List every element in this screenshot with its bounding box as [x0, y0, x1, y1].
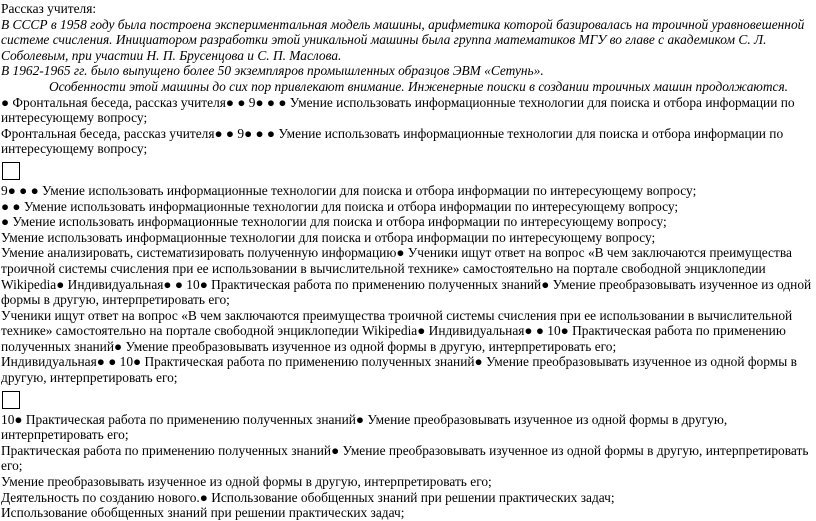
text-line: ● ● Умение использовать информационные технологии для поиска и отбора информации по интересующему вопросу; [1, 198, 679, 214]
text-line: Деятельность по созданию нового.● Использование обобщенных знаний при решении практических задач; [1, 489, 615, 505]
text-line: Использование обобщенных знаний при решении практических задач; [1, 505, 405, 521]
text-line: Умение использовать информационные технологии для поиска и отбора информации по интересующему вопросу; [1, 229, 656, 245]
text-line: Фронтальная беседа, рассказ учителя● ● 9● ● ● Умение использовать информационные технологии для поиска и отбора информации по интересующему вопросу; [1, 125, 784, 157]
text-line: ● Фронтальная беседа, рассказ учителя● ● 9● ● ● Умение использовать информационные технологии для поиска и отбора информации по интересующему вопросу; [1, 94, 795, 126]
text-line: 10● Практическая работа по применению полученных знаний● Умение преобразовывать изученное из одной формы в другую, интерпретировать его; [1, 411, 728, 443]
text-line: Рассказ учителя: [1, 1, 97, 16]
text-line: Ученики ищут ответ на вопрос «В чем заключаются преимущества троичной системы счисления при ее использовании в вычислительной технике» самостоятельно на портале свободной энциклопедии Wikipedia● Индивидуальная● ● 10● Практическая работа по применению полученных знаний● Умение преобразовывать изученное из одной формы в другую, интерпретировать его; [1, 307, 793, 354]
text-line: Умение анализировать, систематизировать полученную информацию● Ученики ищут ответ на вопрос «В чем заключаются преимущества троичной системы счисления при ее использовании в вычислительной технике» самостоятельно на портале свободной энциклопедии Wikipedia● Индивидуальная● ● 10● Практическая работа по применению полученных знаний● Умение преобразовывать изученное из одной формы в другую, интерпретировать его; [1, 245, 812, 308]
text-line: Индивидуальная● ● 10● Практическая работа по применению полученных знаний● Умение преобразовывать изученное из одной формы в другую, интерпретировать его; [1, 354, 797, 386]
italic-paragraph-indented: Особенности этой машины до сих пор привлекают внимание. Инженерные поиски в создании троичных машин продолжаются. [49, 78, 789, 94]
italic-paragraph: В СССР в 1958 году была построена экспериментальная модель машины, арифметика которой базировалась на троичной уравновешенной системе счисления. Инициатором разработки этой уникальной машины была группа математиков МГУ во главе с академиком С. Л. Соболевым, при участии Н. П. Брусенцова и С. П. Маслова. [1, 16, 805, 63]
text-line: Умение преобразовывать изученное из одной формы в другую, интерпретировать его; [1, 474, 492, 490]
italic-paragraph: В 1962-1965 гг. было выпущено более 50 экземпляров промышленных образцов ЭВМ «Сетунь». [1, 63, 544, 79]
empty-table-cell-box [2, 391, 20, 409]
text-line: Практическая работа по применению полученных знаний● Умение преобразовывать изученное из одной формы в другую, интерпретировать его; [1, 442, 809, 474]
text-line: ● Умение использовать информационные технологии для поиска и отбора информации по интересующему вопросу; [1, 214, 667, 230]
text-line: 9● ● ● Умение использовать информационные технологии для поиска и отбора информации по интересующему вопросу; [1, 182, 697, 198]
empty-table-cell-box [2, 162, 20, 180]
